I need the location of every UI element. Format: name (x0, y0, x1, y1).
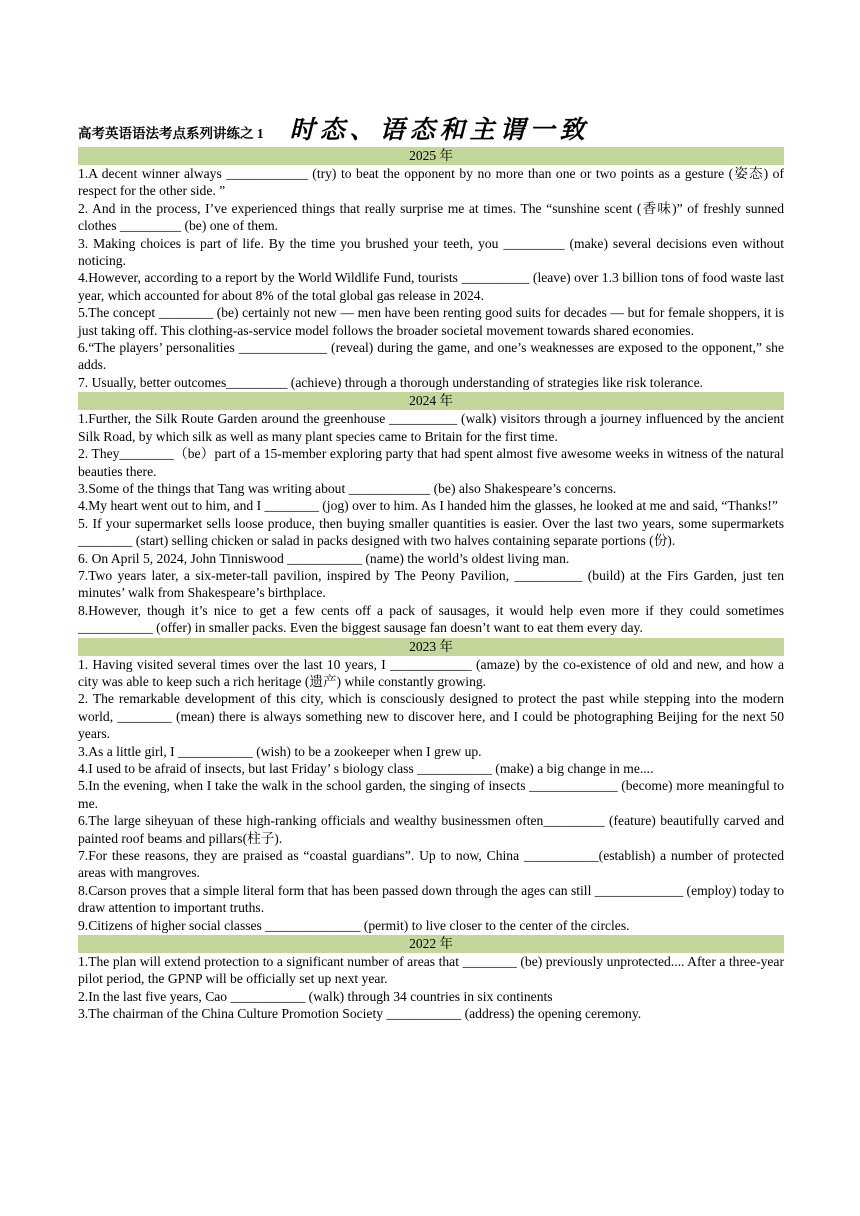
question-item: 3.The chairman of the China Culture Promotion Society ___________ (address) the opening ceremony. (78, 1006, 642, 1022)
question-item: 6.The large siheyuan of these high-ranking officials and wealthy businessmen often_________ (feature) beautifully carved and painted roof beams and pillars(柱子). (78, 813, 784, 846)
question-item: 3.As a little girl, I ___________ (wish) to be a zookeeper when I grew up. (78, 743, 482, 759)
question-item: 6. On April 5, 2024, John Tinniswood ___________ (name) the world’s oldest living man. (78, 550, 570, 566)
question-item: 2. And in the process, I’ve experienced things that really surprise me at times. The “sunshine scent (香味)” of freshly sunned clothes _________ (be) one of them. (78, 200, 784, 234)
question-item: 7.For these reasons, they are praised as “coastal guardians”. Up to now, China ___________(establish) a number of protected areas with mangroves. (78, 848, 784, 881)
question-sections (78, 147, 784, 1023)
header (78, 110, 784, 146)
year-header: 2024 年 (78, 392, 784, 410)
question-item: 4.However, according to a report by the World Wildlife Fund, tourists __________ (leave) over 1.3 billion tons of food waste last year, which accounted for about 8% of the total global gas release in 2024. (78, 270, 784, 303)
question-item: 1.The plan will extend protection to a significant number of areas that ________ (be) previously unprotected.... After a three-year pilot period, the GPNP will be officially set up next year. (78, 954, 784, 987)
question-item: 2.In the last five years, Cao ___________ (walk) through 34 countries in six continents (78, 988, 553, 1004)
year-header: 2022 年 (78, 935, 784, 953)
topic-title: 时态、语态和主谓一致 (289, 115, 590, 144)
question-item: 4.I used to be afraid of insects, but last Friday’ s biology class ___________ (make) a big change in me.... (78, 761, 654, 776)
question-item: 2. They________（be）part of a 15-member exploring party that had spent almost five awesome weeks in witness of the natural beauties there. (78, 446, 784, 479)
worksheet-page (78, 110, 784, 1023)
question-item: 3. Making choices is part of life. By the time you brushed your teeth, you _________ (make) several decisions even without noticing. (78, 235, 784, 269)
question-item: 6.“The players’ personalities _____________ (reveal) during the game, and one’s weaknesses are exposed to the opponent,” she adds. (78, 340, 784, 373)
question-item: 5.In the evening, when I take the walk in the school garden, the singing of insects _____________ (become) more meaningful to me. (78, 778, 784, 811)
question-item: 3.Some of the things that Tang was writing about ____________ (be) also Shakespeare’s concerns. (78, 480, 617, 496)
question-item: 7.Two years later, a six-meter-tall pavilion, inspired by The Peony Pavilion, __________ (build) at the Firs Garden, just ten minutes’ walk from Shakespeare’s birthplace. (78, 567, 784, 601)
question-item: 7. Usually, better outcomes_________ (achieve) through a thorough understanding of strategies like risk tolerance. (78, 374, 704, 390)
question-item: 9.Citizens of higher social classes ______________ (permit) to live closer to the center of the circles. (78, 917, 630, 933)
question-item: 1.Further, the Silk Route Garden around the greenhouse __________ (walk) visitors through a journey influenced by the ancient Silk Road, by which silk as well as many plant species came to Britain for the first time. (78, 411, 784, 444)
series-title: 高考英语语法考点系列讲练之 1 (78, 126, 264, 141)
question-item: 2. The remarkable development of this city, which is consciously designed to protect the past while stepping into the modern world, ________ (mean) there is always something new to discover here, and I could be photographing Beijing for the next 50 years. (78, 691, 784, 742)
question-item: 1.A decent winner always ____________ (try) to beat the opponent by no more than one or two points as a gesture (姿态) of respect for the other side. ” (78, 166, 784, 199)
question-item: 4.My heart went out to him, and I ________ (jog) over to him. As I handed him the glasses, he looked at me and said, “Thanks!” (78, 498, 778, 514)
question-item: 1. Having visited several times over the last 10 years, I ____________ (amaze) by the co-existence of old and new, and how a city was able to keep such a rich heritage (遗产) while constantly growing. (78, 656, 784, 689)
question-item: 5. If your supermarket sells loose produce, then buying smaller quantities is easier. Over the last two years, some supermarkets ________ (start) selling chicken or salad in packs designed with two halves containing separate portions (份). (78, 515, 784, 549)
question-item: 8.However, though it’s nice to get a few cents off a pack of sausages, it would help even more if they could sometimes ___________ (offer) in smaller packs. Even the biggest sausage fan doesn’t want to eat them every day. (78, 602, 784, 636)
question-item: 8.Carson proves that a simple literal form that has been passed down through the ages can still _____________ (employ) today to draw attention to important truths. (78, 882, 784, 916)
question-item: 5.The concept ________ (be) certainly not new — men have been renting good suits for decades — but for female shoppers, it is just taking off. This clothing-as-service model follows the broader societal movement towards shared economies. (78, 305, 784, 338)
year-header: 2023 年 (78, 638, 784, 656)
year-header: 2025 年 (78, 147, 784, 165)
